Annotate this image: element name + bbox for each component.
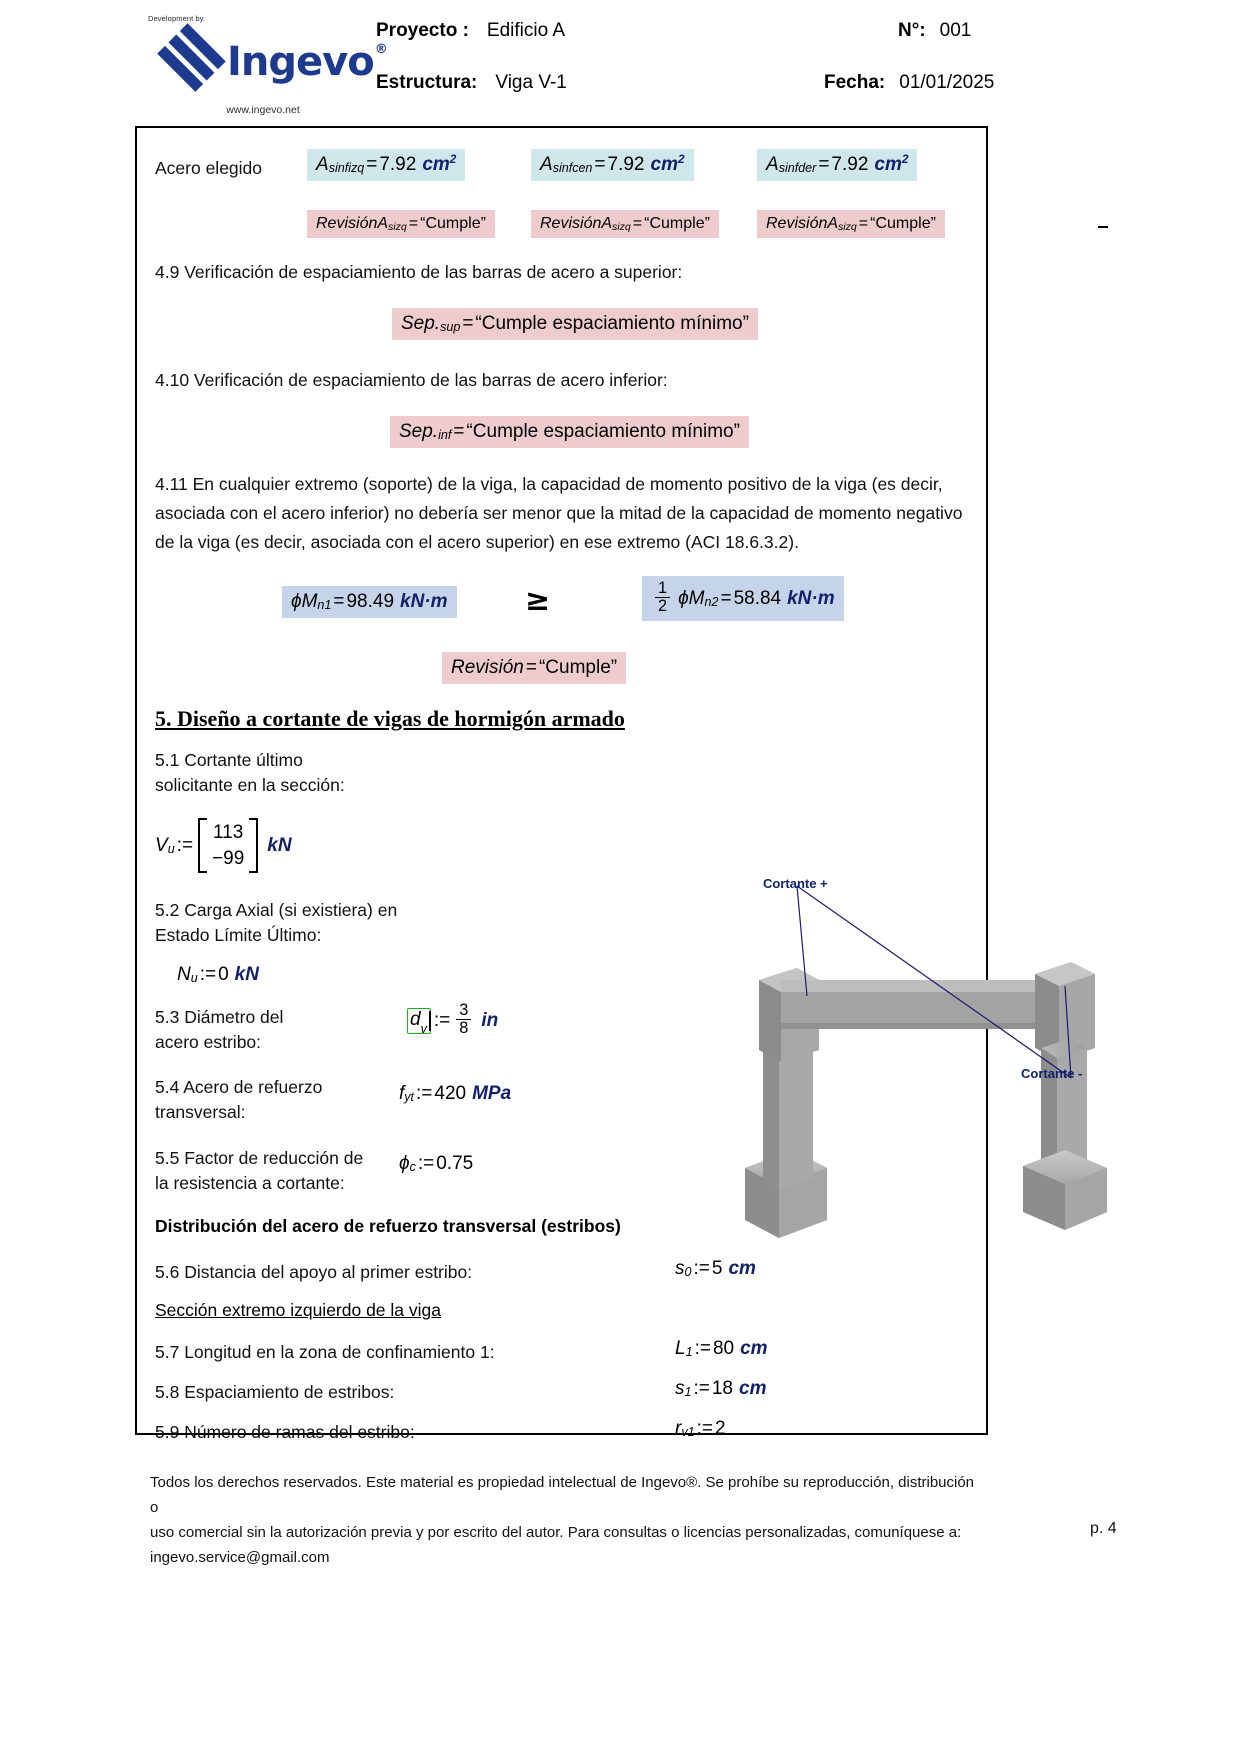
revision-cen-symbol: RevisiónA: [540, 215, 613, 232]
phi-mn1-phi: ϕ: [291, 591, 302, 612]
item-5-1-line2: solicitante en la sección:: [155, 775, 345, 795]
acero-elegido-label: Acero elegido: [155, 158, 263, 178]
phi-mn2-operator: =: [720, 587, 732, 609]
phi-mn1-operator: =: [333, 591, 345, 612]
as-inf-der-subscript: sinfder: [778, 161, 817, 175]
item-5-1-line1: 5.1 Cortante último: [155, 750, 303, 770]
s0-operator: :=: [693, 1258, 710, 1279]
phic-definition: [399, 1153, 473, 1175]
item-5-9-text: 5.9 Número de ramas del estribo:: [155, 1422, 415, 1442]
phi-mn1-value: 98.49: [346, 591, 395, 612]
as-inf-cen-operator: =: [594, 154, 606, 175]
as-inf-der-exponent: 2: [901, 152, 909, 166]
as-inf-cen-symbol: A: [540, 154, 553, 175]
dv-selected-variable[interactable]: [407, 1008, 431, 1034]
as-inf-izq-revision: [307, 210, 495, 238]
cortante-negativo-label: Cortante -: [1021, 1066, 1083, 1081]
sep-sup-operator: =: [462, 313, 474, 334]
dv-fraction: [456, 1002, 471, 1037]
as-inf-izq-exponent: 2: [449, 152, 457, 166]
fyt-unit: MPa: [472, 1083, 512, 1104]
revision-general-operator: =: [525, 657, 537, 678]
logo-lockup: [156, 27, 386, 93]
vu-definition: [155, 818, 292, 873]
cortante-positivo-label: Cortante +: [763, 876, 828, 891]
l1-unit: cm: [740, 1338, 768, 1359]
phic-symbol: ϕ: [399, 1153, 410, 1174]
phic-operator: :=: [417, 1153, 435, 1174]
sep-inf-symbol: Sep.: [399, 421, 439, 442]
item-5-4-line2: transversal:: [155, 1102, 246, 1122]
item-5-3-line1: 5.3 Diámetro del: [155, 1007, 284, 1027]
as-inf-izq-unit: cm: [422, 154, 450, 175]
nu-value: 0: [218, 964, 229, 985]
project-label: Proyecto :: [376, 20, 469, 41]
seccion-izquierda-heading: Sección extremo izquierdo de la viga: [155, 1300, 441, 1320]
phi-mn1-unit: kN·m: [400, 591, 448, 612]
rv1-subscript: v1: [681, 1425, 695, 1439]
vu-symbol: V: [155, 834, 168, 856]
nu-symbol: N: [177, 964, 191, 985]
phi-mn1-result: [282, 586, 457, 618]
date-label: Fecha:: [824, 72, 886, 93]
sep-inf-operator: =: [453, 421, 465, 442]
s1-definition: [675, 1378, 766, 1400]
half-fraction: [655, 580, 670, 615]
phi-mn2-phi: ϕ: [678, 587, 689, 609]
structure-label: Estructura:: [376, 72, 478, 93]
revision-izq-symbol: RevisiónA: [316, 215, 389, 232]
vu-value-1: 113: [213, 822, 244, 843]
as-inf-izq-subscript: sinfizq: [328, 161, 365, 175]
matrix-bracket-left-icon: [198, 818, 207, 873]
sep-sup-subscript: sup: [440, 320, 461, 334]
matrix-bracket-right-icon: [249, 818, 258, 873]
revision-general-result: [442, 652, 626, 684]
half-numerator: 1: [658, 579, 668, 597]
phi-mn2-symbol: M: [688, 587, 705, 609]
l1-definition: [675, 1338, 768, 1360]
number-field: [898, 20, 971, 42]
as-inf-cen-value: 7.92: [607, 154, 645, 175]
phi-mn2-result: [642, 576, 844, 621]
number-value: 001: [939, 20, 972, 41]
structure-field: [376, 72, 567, 94]
l1-subscript: 1: [685, 1345, 693, 1359]
revision-izq-operator: =: [408, 215, 419, 232]
revision-izq-subscript: sizq: [388, 221, 407, 233]
as-inf-der-operator: =: [818, 154, 830, 175]
item-5-3-line2: acero estribo:: [155, 1032, 262, 1052]
greater-equal-icon: ≥: [525, 583, 551, 618]
sep-inf-value: “Cumple espaciamiento mínimo”: [466, 421, 740, 442]
revision-der-symbol: RevisiónA: [766, 215, 839, 232]
phic-value: 0.75: [436, 1153, 474, 1174]
dv-numerator: 3: [459, 1001, 469, 1019]
item-5-7-text: 5.7 Longitud en la zona de confinamiento 1:: [155, 1342, 495, 1362]
item-5-5-line2: la resistencia a cortante:: [155, 1173, 345, 1193]
distribucion-heading: Distribución del acero de refuerzo transversal (estribos): [155, 1216, 621, 1236]
item-5-6-text: 5.6 Distancia del apoyo al primer estribo:: [155, 1262, 473, 1282]
s0-unit: cm: [728, 1258, 756, 1279]
revision-der-subscript: sizq: [838, 221, 857, 233]
number-label: N°:: [898, 20, 926, 41]
as-inf-der-symbol: A: [766, 154, 779, 175]
revision-der-value: “Cumple”: [870, 215, 936, 232]
as-inf-cen-exponent: 2: [677, 152, 685, 166]
company-website: www.ingevo.net: [226, 104, 300, 116]
sep-inf-subscript: inf: [438, 428, 452, 442]
as-inf-cen-result: [531, 149, 694, 181]
revision-cen-subscript: sizq: [612, 221, 631, 233]
as-inf-izq-value: 7.92: [379, 154, 417, 175]
vu-unit: kN: [267, 834, 292, 856]
as-inf-izq-symbol: A: [316, 154, 329, 175]
phi-mn2-value: 58.84: [733, 587, 782, 609]
item-5-5-line1: 5.5 Factor de reducción de: [155, 1148, 364, 1168]
as-inf-der-value: 7.92: [831, 154, 869, 175]
dv-denominator: 8: [456, 1019, 471, 1037]
fyt-definition: [399, 1083, 511, 1105]
nu-subscript: u: [190, 971, 198, 985]
sep-sup-value: “Cumple espaciamiento mínimo”: [475, 313, 749, 334]
item-5-8-text: 5.8 Espaciamiento de estribos:: [155, 1382, 395, 1402]
ingevo-diamond-icon: [142, 13, 235, 106]
section-5-title: 5. Diseño a cortante de vigas de hormigón armado: [155, 706, 625, 731]
company-logo: [148, 14, 387, 122]
fyt-subscript: yt: [404, 1090, 415, 1104]
item-4-10-text: 4.10 Verificación de espaciamiento de las barras de acero inferior:: [155, 370, 668, 390]
fyt-symbol: f: [399, 1083, 405, 1104]
brand-wordmark: Ingevo®: [227, 39, 387, 85]
phic-subscript: c: [409, 1160, 416, 1174]
dv-subscript: v: [420, 1021, 427, 1036]
s1-value: 18: [711, 1378, 733, 1399]
vu-operator: :=: [176, 834, 194, 856]
page-footer: [150, 1470, 980, 1570]
phi-mn1-symbol: M: [301, 591, 318, 612]
date-field: [824, 72, 994, 94]
as-inf-cen-revision: [531, 210, 719, 238]
revision-general-symbol: Revisión: [451, 657, 524, 678]
phi-mn1-subscript: n1: [317, 598, 332, 612]
as-inf-der-result: [757, 149, 917, 181]
page-number: p. 4: [1090, 1520, 1117, 1537]
sep-sup-result: [392, 308, 758, 340]
item-5-4-line1: 5.4 Acero de refuerzo: [155, 1077, 323, 1097]
beam-frame-3d-figure: [735, 868, 1125, 1268]
footer-line-3: ingevo.service@gmail.com: [150, 1549, 330, 1566]
sep-sup-symbol: Sep.: [401, 313, 441, 334]
as-inf-der-unit: cm: [874, 154, 902, 175]
page-header: [0, 0, 1241, 126]
as-inf-der-revision: [757, 210, 945, 238]
half-denominator: 2: [655, 597, 670, 615]
date-value: 01/01/2025: [899, 72, 995, 93]
registered-trademark-icon: ®: [374, 41, 387, 57]
vu-subscript: u: [167, 841, 175, 856]
dv-operator: :=: [433, 1009, 451, 1031]
nu-unit: kN: [234, 964, 259, 985]
l1-symbol: L: [675, 1338, 686, 1359]
fyt-value: 420: [434, 1083, 467, 1104]
rv1-value: 2: [714, 1418, 726, 1439]
phi-mn2-subscript: n2: [704, 594, 719, 609]
nu-operator: :=: [199, 964, 217, 985]
project-value: Edificio A: [486, 20, 566, 41]
dv-definition[interactable]: [407, 1003, 498, 1038]
project-field: [376, 20, 565, 42]
vu-matrix: [198, 818, 258, 873]
phi-mn2-unit: kN·m: [787, 587, 835, 609]
s1-operator: :=: [693, 1378, 710, 1399]
s0-symbol: s: [675, 1258, 685, 1279]
revision-general-value: “Cumple”: [538, 657, 618, 678]
developed-by-label: Development by.: [148, 14, 206, 23]
rv1-operator: :=: [696, 1418, 713, 1439]
revision-der-operator: =: [858, 215, 869, 232]
document-content-frame: [135, 126, 1083, 1442]
item-4-11-text: 4.11 En cualquier extremo (soporte) de la viga, la capacidad de momento positivo de la viga (es decir, asociada con el acero inferior) no debería ser menor que la mitad de la capacidad de momento negativo de la viga (es decir, asociada con el acero superior) en ese extremo (ACI 18.6.3.2).: [155, 474, 963, 552]
l1-value: 80: [712, 1338, 735, 1359]
vu-value-2: −99: [212, 847, 245, 869]
dv-unit: in: [481, 1009, 499, 1031]
structure-value: Viga V-1: [495, 72, 567, 93]
as-inf-izq-operator: =: [366, 154, 378, 175]
s1-symbol: s: [675, 1378, 685, 1399]
s1-unit: cm: [739, 1378, 767, 1399]
page-edge-mark: [1098, 226, 1108, 228]
s0-subscript: 0: [684, 1265, 692, 1279]
s1-subscript: 1: [684, 1385, 692, 1399]
rv1-definition: [675, 1418, 726, 1440]
nu-definition: [177, 964, 259, 986]
dv-symbol: d: [410, 1008, 421, 1030]
footer-line-2: uso comercial sin la autorización previa y por escrito del autor. Para consultas o licencias personalizadas, comuníquese a:: [150, 1524, 962, 1541]
item-5-2-line2: Estado Límite Último:: [155, 925, 322, 945]
item-5-2-line1: 5.2 Carga Axial (si existiera) en: [155, 900, 398, 920]
s0-value: 5: [711, 1258, 723, 1279]
item-4-9-text: 4.9 Verificación de espaciamiento de las barras de acero a superior:: [155, 262, 683, 282]
as-inf-cen-unit: cm: [650, 154, 678, 175]
rv1-symbol: r: [675, 1418, 682, 1439]
sep-inf-result: [390, 416, 749, 448]
as-inf-cen-subscript: sinfcen: [552, 161, 593, 175]
footer-line-1: Todos los derechos reservados. Este material es propiedad intelectual de Ingevo®. Se prohíbe su reproducción, distribución o: [150, 1474, 975, 1516]
revision-izq-value: “Cumple”: [420, 215, 486, 232]
revision-cen-value: “Cumple”: [644, 215, 710, 232]
l1-operator: :=: [694, 1338, 711, 1359]
as-inf-izq-result: [307, 149, 465, 181]
revision-cen-operator: =: [632, 215, 643, 232]
fyt-operator: :=: [416, 1083, 433, 1104]
